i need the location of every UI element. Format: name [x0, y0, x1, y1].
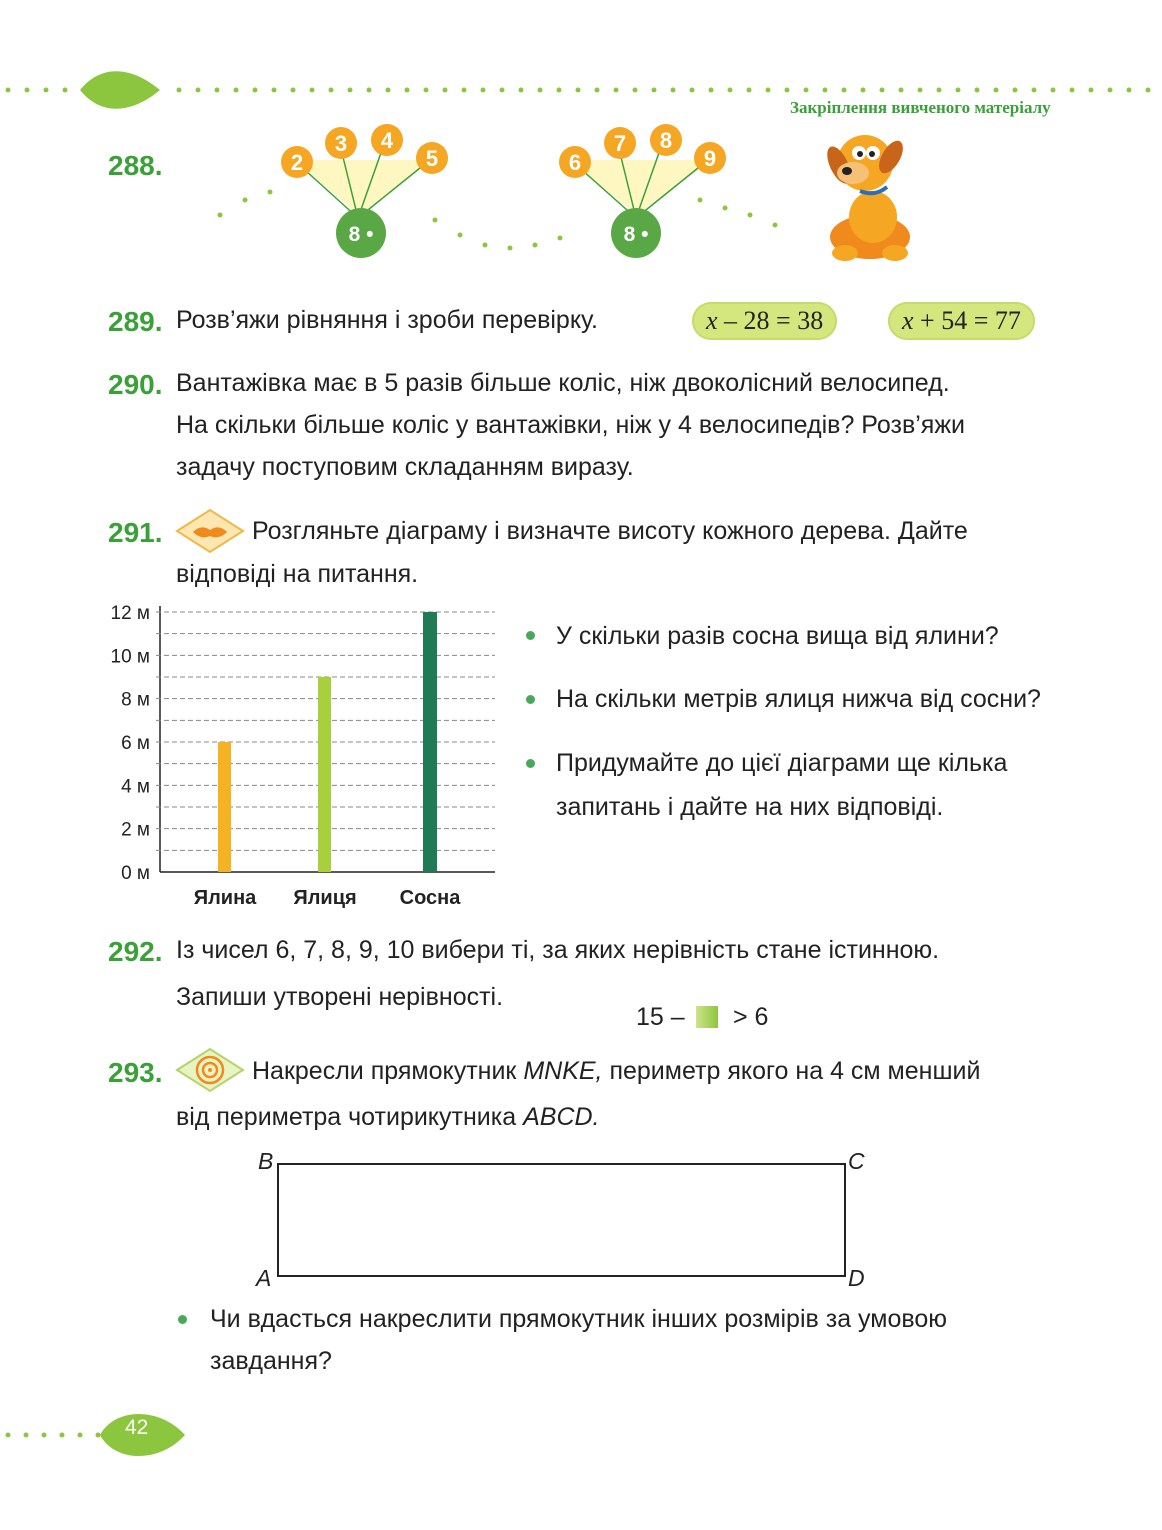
ball-6-label: 6: [568, 150, 582, 175]
ex293-line-2-em: ABCD.: [523, 1103, 600, 1131]
y-tick-label: 12 м: [110, 603, 150, 624]
header-dot: [1070, 88, 1075, 93]
header-dot: [196, 88, 201, 93]
ex288-diagram: [200, 120, 820, 270]
question-2: На скільки метрів ялиця нижча від сосни?: [556, 685, 1041, 713]
header-dot: [747, 88, 752, 93]
dotted-path: [218, 190, 778, 251]
header-dot: [405, 88, 410, 93]
header-dot: [291, 88, 296, 93]
ex290-line-2: На скільки більше коліс у вантажівки, ніж у 4 велосипедів? Розв’яжи: [176, 411, 966, 439]
exercise-number-289: 289.: [108, 306, 163, 337]
handshake-icon: [175, 508, 245, 554]
ex291-line-1: Розгляньте діаграму і визначте висоту кожного дерева. Дайте: [252, 517, 968, 545]
header-dot: [348, 88, 353, 93]
exercise-number-291: 291.: [108, 517, 163, 548]
leaf-ornament: [80, 71, 160, 109]
equation-2: [888, 302, 1035, 340]
header-dot: [500, 88, 505, 93]
header-dot: [462, 88, 467, 93]
bar-1: [218, 742, 231, 872]
header-dot: [253, 88, 258, 93]
ex290-line-1: Вантажівка має в 5 разів більше коліс, ніж двоколісний велосипед.: [176, 369, 950, 397]
header-dot: [956, 88, 961, 93]
header-dot: [25, 88, 30, 93]
header-dot: [1127, 88, 1132, 93]
question-3-bullet: [526, 759, 535, 768]
ex293-line-1: [252, 1050, 980, 1092]
vertex-c: C: [848, 1148, 865, 1174]
equation-1: [692, 302, 837, 340]
header-dot: [633, 88, 638, 93]
header-dot: [177, 88, 182, 93]
header-dot: [614, 88, 619, 93]
header-dot: [310, 88, 315, 93]
header-dot: [1032, 88, 1037, 93]
category-label: Ялина: [193, 887, 257, 909]
group2: [559, 124, 726, 258]
header-dot: [842, 88, 847, 93]
question-1-bullet: [526, 631, 535, 640]
header-dot: [443, 88, 448, 93]
header-dot: [994, 88, 999, 93]
header-dot: [576, 88, 581, 93]
header-dot: [63, 88, 68, 93]
ex293-line-2-pre: від периметра чотирикутника: [176, 1103, 524, 1131]
bar-2: [318, 677, 331, 872]
header-dot: [728, 88, 733, 93]
header-dot: [766, 88, 771, 93]
header-dot: [519, 88, 524, 93]
header-dot: [861, 88, 866, 93]
header-dot: [215, 88, 220, 93]
ball-8-label: 8: [659, 128, 673, 153]
ex292-line-1: Із чисел 6, 7, 8, 9, 10 вибери ті, за яких нерівність стане істинною.: [176, 936, 940, 964]
header-dot: [880, 88, 885, 93]
ball-5-label: 5: [425, 146, 439, 171]
question-3-line-2: запитань і дайте на них відповіді.: [556, 793, 944, 821]
rectangle-abcd: [277, 1163, 846, 1277]
vertex-d: D: [848, 1265, 865, 1291]
inequality-right: > 6: [733, 1003, 769, 1031]
target-icon: [175, 1047, 245, 1093]
exercise-number-293: 293.: [108, 1057, 163, 1088]
question-2-bullet: [526, 695, 535, 704]
exercise-number-290: 290.: [108, 369, 163, 400]
equation-2-rest: + 54 = 77: [913, 306, 1021, 335]
exercise-number-288: 288.: [108, 150, 163, 181]
dog-illustration: [815, 125, 925, 265]
ex293-line-2: [176, 1096, 600, 1138]
header-dot: [823, 88, 828, 93]
y-tick-label: 0 м: [121, 863, 150, 884]
question-1: У скільки разів сосна вища від ялини?: [556, 622, 999, 650]
y-tick-label: 6 м: [121, 733, 150, 754]
header-dot: [6, 88, 11, 93]
header-dot: [1108, 88, 1113, 93]
header-dot: [1089, 88, 1094, 93]
header-dot: [1146, 88, 1151, 93]
ex293-line-1-em: MNKE,: [523, 1057, 603, 1085]
header-dot: [690, 88, 695, 93]
header-dot: [44, 88, 49, 93]
equation-1-var: x: [706, 306, 718, 335]
header-dot: [1051, 88, 1056, 93]
ball-4-label: 4: [380, 128, 394, 153]
y-tick-label: 10 м: [110, 646, 150, 668]
ex293-question-line-1: Чи вдасться накреслити прямокутник інших розмірів за умовою: [210, 1305, 948, 1333]
page-number: 42: [125, 1416, 149, 1439]
header-dot: [652, 88, 657, 93]
footer-decoration: [0, 1405, 200, 1465]
header-dot: [538, 88, 543, 93]
header-dot: [918, 88, 923, 93]
header-dot: [424, 88, 429, 93]
equation-2-var: x: [902, 306, 914, 335]
group1: [281, 124, 448, 258]
y-tick-label: 4 м: [121, 776, 150, 798]
header-dot: [595, 88, 600, 93]
question-bullet: [178, 1315, 187, 1324]
y-tick-label: 8 м: [121, 689, 150, 711]
ex293-question-line-2: завдання?: [210, 1347, 332, 1375]
header-dot: [386, 88, 391, 93]
ball-3-label: 3: [334, 131, 348, 156]
header-dot: [329, 88, 334, 93]
base-ball-2-label: 8 •: [623, 223, 649, 246]
header-dot: [785, 88, 790, 93]
bar-3: [423, 612, 437, 872]
vertex-b: B: [258, 1148, 274, 1174]
header-dot: [367, 88, 372, 93]
header-dot: [272, 88, 277, 93]
equation-1-rest: – 28 = 38: [717, 306, 824, 335]
y-tick-label: 2 м: [121, 819, 150, 841]
header-dot: [899, 88, 904, 93]
header-dot: [937, 88, 942, 93]
category-label: Сосна: [399, 887, 461, 909]
fan-glow: [295, 160, 433, 215]
vertex-a: A: [256, 1265, 272, 1291]
header-dot: [481, 88, 486, 93]
question-3-line-1: Придумайте до цієї діаграми ще кілька: [556, 749, 1008, 777]
ex293-line-1-pre: Накресли прямокутник: [252, 1057, 524, 1085]
ex292-line-2: Запиши утворені нерівності.: [176, 983, 504, 1011]
header-dot: [1013, 88, 1018, 93]
header-dot: [671, 88, 676, 93]
header-dot: [709, 88, 714, 93]
header-dot: [234, 88, 239, 93]
ball-7-label: 7: [613, 131, 627, 156]
header-dot: [975, 88, 980, 93]
category-label: Ялиця: [293, 887, 357, 909]
section-title: Закріплення вивченого матеріалу: [790, 98, 1051, 117]
ball-9-label: 9: [703, 146, 717, 171]
base-ball-1-label: 8 •: [348, 223, 374, 246]
ex293-line-1-post: периметр якого на 4 см менший: [602, 1057, 981, 1085]
header-dot: [804, 88, 809, 93]
header-dot: [557, 88, 562, 93]
ball-2-label: 2: [290, 150, 304, 175]
blank-box-icon: [696, 1006, 718, 1028]
ex289-text: Розв’яжи рівняння і зроби перевірку.: [176, 306, 598, 334]
ex290-line-3: задачу поступовим складанням виразу.: [176, 453, 634, 481]
chart-ticks: [111, 603, 462, 909]
inequality-left: 15 –: [636, 1003, 685, 1031]
ex291-line-2: відповіді на питання.: [176, 560, 419, 588]
exercise-number-292: 292.: [108, 936, 163, 967]
tree-height-chart: [100, 595, 510, 925]
